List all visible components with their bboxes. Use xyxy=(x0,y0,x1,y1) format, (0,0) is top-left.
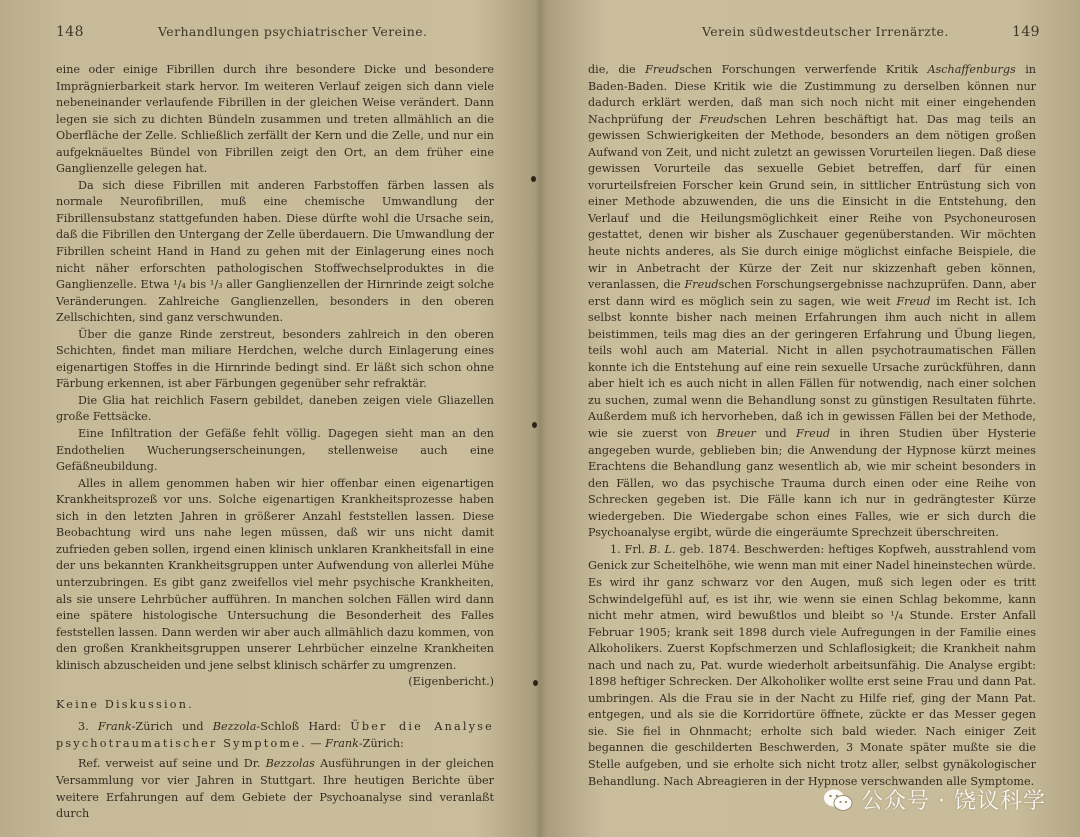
left-page xyxy=(0,0,538,837)
paragraph: Über die ganze Rinde zerstreut, besonders zahlreich in den oberen Schichten, findet man miliare Herdchen, welche durch Einlagerung eines eigenartigen Stoffes in die Hirnrinde bedingt sind. Er läßt sich schon ohne Färbung erkennen, ist aber Färbungen gegenüber sehr refraktär. xyxy=(56,327,494,391)
paragraph: die, die Freudschen Forschungen verwerfende Kritik Aschaffenburgs in Baden-Baden. Diese Kritik wie die Zustimmung zu derselben können nur dadurch erklärt werden, daß man sich noch nicht mit einer eingehenden Nachprüfung der Freudschen Lehren beschäftigt hat. Das mag teils an gewissen Schwierigkeiten der Methode, besonders an dem nötigen großen Aufwand von Zeit, und nicht zuletzt an gewissen Vorurteilen liegen. Daß diese gewissen Vorurteile das sexuelle Gebiet betreffen, darf für einen vorurteilsfreien Forscher kein Grund sein, in sittlicher Entrüstung sich von einer Methode abzuwenden, die uns die Einsicht in die Entstehung, den Verlauf und die Heilungsmöglichkeit einer Reihe von Psychoneurosen gestattet, denen wir bisher als Zuschauer gegenüberstanden. Wir möchten heute nichts anderes, als Sie durch einige möglichst einfache Beispiele, die wir in Anbetracht der Kürze der Zeit nur skizzenhaft geben können, veranlassen, die Freudschen Forschungsergebnisse nachzuprüfen. Dann, aber erst dann wird es möglich sein zu sagen, wie weit Freud im Recht ist. Ich selbst konnte bisher nach meinen Erfahrungen ihm auch nicht in allem beistimmen, teils mag dies an der geringeren Erfahrung und Übung liegen, teils wohl auch am Material. Nicht in allen psychotraumatischen Fällen konnte ich die Entstehung auf eine rein sexuelle Ursache zurückführen, dann aber hielt ich es auch nicht in allen Fällen für notwendig, nach einer solchen zu suchen, zumal wenn die Behandlung sonst zu günstigen Resultaten führte. Außerdem muß ich hervorheben, daß ich in gewissen Fällen bei der Methode, wie sie zuerst von Breuer und Freud in ihren Studien über Hysterie angegeben wurde, geblieben bin; die Anwendung der Hypnose kürzt meines Erachtens die Behandlung ganz wesentlich ab, wie mir scheint besonders in den Fällen, wo das psychische Trauma durch einen oder eine Reihe von Schrecken gegeben ist. Die Fälle kann ich nur in gedrängtester Kürze wiedergeben. Die Wiedergabe schon eines Falles, wie er sich durch die Psychoanalyse ergibt, würde die eingeräumte Sprechzeit überschreiten. xyxy=(588,63,1037,540)
eigenbericht-note: (Eigenbericht.) xyxy=(408,675,494,689)
case-paragraph: 1. Frl. B. L. geb. 1874. Beschwerden: heftiges Kopfweh, ausstrahlend vom Genick zur Scheitelhöhe, wie wenn man mit einer Nadel hineinstechen würde. Es wird ihr ganz schwarz vor den Augen, muß sich legen oder es tritt Schwindelgefühl auf, es ist ihr, wie wenn sie einen Schlag bekomme, kann nicht mehr atmen, wird bewußtlos und bleibt so ¹/₄ Stunde. Erster Anfall Februar 1905; krank seit 1898 durch viele Aufregungen in der Familie eines Alkoholikers. Zuerst Kopfschmerzen und Schlaflosigkeit; die Krankheit nahm nach und nach zu, Pat. wurde wiederholt arbeitsunfähig. Die Analyse ergibt: 1898 heftiger Schrecken. Der Alkoholiker wollte erst seine Frau und dann Pat. umbringen. Als die Frau sie in der Nacht zu Hilfe rief, ging der Mann Pat. entgegen, und als sie die Korridortüre öffnete, zückte er das Messer gegen sie. Sie fiel in Ohnmacht; erholte sich bald wieder. Nach einiger Zeit begannen die geschilderten Beschwerden, 3 Monate später mußte sie die Stelle aufgeben, und sie erholte sich nicht trotz aller, selbst gynäkologischer Behandlung. Nach Abreagieren in der Hypnose verschwanden alle Symptome. xyxy=(588,542,1036,788)
right-page-body xyxy=(588,62,1036,790)
left-running-head: Verhandlungen psychiatrischer Vereine. xyxy=(158,24,428,39)
right-page xyxy=(542,0,1080,837)
binding-mark xyxy=(532,422,537,428)
paragraph: eine oder einige Fibrillen durch ihre besondere Dicke und besondere Imprägnierbarkeit stark hervor. Im weiteren Verlauf zeigen sich dann viele nebeneinander verlaufende Fibrillen in der gleichen Weise verändert. Dann legen sie sich zu dichten Bündeln zusammen und treten allmählich an die Oberfläche der Zelle. Schließlich zerfällt der Kern und die Zelle, und nur ein aufgeknäueltes Bündel von Fibrillen zeigt den Ort, an dem früher eine Ganglienzelle gelegen hat. xyxy=(56,63,494,176)
ref-paragraph: Ref. verweist auf seine und Dr. Bezzolas Ausführungen in der gleichen Versammlung vor vier Jahren in Stuttgart. Ihre heutigen Berichte über weitere Erfahrungen auf dem Gebiete der Psychoanalyse sind veranlaßt durch xyxy=(56,757,495,821)
binding-mark xyxy=(531,176,536,182)
right-running-head: Verein südwestdeutscher Irrenärzte. xyxy=(702,24,949,39)
right-page-number: 149 xyxy=(1012,24,1040,40)
item-3-heading: 3. Frank-Zürich und Bezzola-Schloß Hard: Über die Analyse psychotraumatischer Symptome. — Frank-Zürich: xyxy=(56,720,494,750)
watermark: 公众号 · 饶议科学 xyxy=(823,784,1046,815)
wechat-icon xyxy=(823,788,853,812)
paragraph: Eine Infiltration der Gefäße fehlt völlig. Dagegen sieht man an den Endothelien Wucherungserscheinungen, stellenweise auch eine Gefäßneubildung. xyxy=(56,427,494,474)
left-page-number: 148 xyxy=(56,24,84,40)
binding-mark xyxy=(533,680,538,686)
left-page-body xyxy=(56,62,494,823)
paragraph: Da sich diese Fibrillen mit anderen Farbstoffen färben lassen als normale Neurofibrillen, muß eine chemische Umwandlung der Fibrillensubstanz stattgefunden haben. Diese dürfte wohl die Ursache sein, daß die Fibrillen den Untergang der Zelle überdauern. Die Umwandlung der Fibrillen scheint Hand in Hand zu gehen mit der Einlagerung eines noch nicht näher erforschten pathologischen Stoffwechselproduktes in die Ganglienzelle. Etwa ¹/₄ bis ¹/₃ aller Ganglienzellen der Hirnrinde zeigt solche Veränderungen. Zahlreiche Ganglienzellen, besonders in den oberen Zellschichten, sind ganz verschwunden. xyxy=(56,178,494,325)
paragraph: Die Glia hat reichlich Fasern gebildet, daneben zeigen viele Gliazellen große Fettsäcke. xyxy=(56,393,494,424)
keine-diskussion-heading: Keine Diskussion. xyxy=(56,697,194,711)
paragraph: Alles in allem genommen haben wir hier offenbar einen eigenartigen Krankheitsprozeß vor uns. Solche eigenartigen Krankheitsprozesse haben sich in den letzten Jahren in größerer Anzahl feststellen lassen. Diese Beobachtung wird uns nahe legen müssen, daß wir uns nicht damit zufrieden geben sollen, irgend einen klinisch unklaren Krankheitsfall in eine der uns bekannten Krankheitsgruppen unter Aufwendung von allerlei Mühe unterzubringen. Es gibt ganz zweifellos viel mehr psychische Krankheiten, als sie unsere Lehrbücher aufführen. In manchen solchen Fällen wird dann eine spätere histologische Untersuchung die Besonderheit des Falles feststellen lassen. Dann werden wir aber auch allmählich dazu kommen, von den großen Krankheitsgruppen unserer Lehrbücher einzelne Krankheiten klinisch abzuscheiden und jene selbst klinisch schärfer zu umgrenzen. xyxy=(56,476,494,672)
